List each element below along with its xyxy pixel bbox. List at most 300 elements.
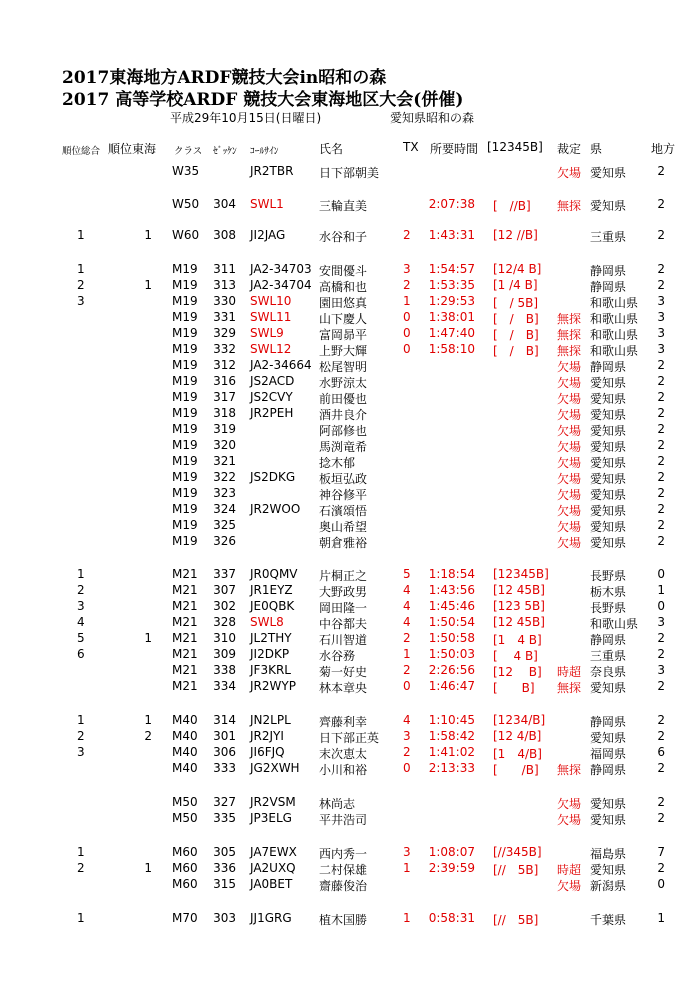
tx-cell: 4 xyxy=(403,615,411,629)
pref-cell: 新潟県 xyxy=(590,879,627,893)
name-cell: 奥山希望 xyxy=(319,520,368,534)
class-cell: M19 xyxy=(172,310,198,324)
callsign-cell: SWL11 xyxy=(250,310,292,324)
callsign-cell: JP3ELG xyxy=(250,811,292,825)
table-row xyxy=(0,861,700,877)
tx-cell: 0 xyxy=(403,761,411,775)
callsign-cell: JR1EYZ xyxy=(250,583,293,597)
region-cell: 2 xyxy=(657,438,665,452)
punch-cell: [ / B] xyxy=(493,344,539,358)
pref-cell: 静岡県 xyxy=(590,715,627,729)
rank-overall: 3 xyxy=(77,599,85,613)
name-cell: 水野涼太 xyxy=(319,376,368,390)
name-cell: 水谷務 xyxy=(319,649,356,663)
region-cell: 2 xyxy=(657,713,665,727)
time-cell: 1:46:47 xyxy=(428,679,475,693)
time-cell: 1:53:35 xyxy=(428,278,475,292)
region-cell: 2 xyxy=(657,534,665,548)
region-cell: 2 xyxy=(657,358,665,372)
region-cell: 2 xyxy=(657,729,665,743)
rank-tokai: 1 xyxy=(144,228,152,242)
time-cell: 2:07:38 xyxy=(428,197,475,211)
name-cell: 平井浩司 xyxy=(319,813,368,827)
name-cell: 富岡昴平 xyxy=(319,328,368,342)
class-cell: M50 xyxy=(172,811,198,825)
pref-cell: 福島県 xyxy=(590,847,627,861)
punch-cell: [ / B] xyxy=(493,312,539,326)
name-cell: 日下部朝美 xyxy=(319,166,380,180)
class-cell: M19 xyxy=(172,294,198,308)
name-cell: 齋藤俊治 xyxy=(319,879,368,893)
callsign-cell: JE0QBK xyxy=(250,599,295,613)
bib-cell: 334 xyxy=(213,679,236,693)
rank-overall: 2 xyxy=(77,729,85,743)
tx-cell: 4 xyxy=(403,583,411,597)
callsign-cell: JS2ACD xyxy=(250,374,295,388)
bib-cell: 303 xyxy=(213,911,236,925)
rank-overall: 3 xyxy=(77,294,85,308)
rank-overall: 6 xyxy=(77,647,85,661)
punch-cell: [ / B] xyxy=(493,328,539,342)
bib-cell: 311 xyxy=(213,262,236,276)
bib-cell: 307 xyxy=(213,583,236,597)
time-cell: 1:43:31 xyxy=(428,228,475,242)
table-row xyxy=(0,911,700,927)
title-line-1: 2017東海地方ARDF競技大会in昭和の森 xyxy=(62,68,387,88)
rank-tokai: 1 xyxy=(144,278,152,292)
header-name: 氏名 xyxy=(319,142,344,156)
class-cell: M19 xyxy=(172,438,198,452)
pref-cell: 静岡県 xyxy=(590,763,627,777)
rank-overall: 1 xyxy=(77,567,85,581)
class-cell: M19 xyxy=(172,342,198,356)
judge-cell: 無探 xyxy=(557,763,582,777)
bib-cell: 308 xyxy=(213,228,236,242)
name-cell: 園田悠真 xyxy=(319,296,368,310)
class-cell: M19 xyxy=(172,390,198,404)
table-row xyxy=(0,713,700,729)
table-row xyxy=(0,583,700,599)
table-row xyxy=(0,615,700,631)
class-cell: M21 xyxy=(172,599,198,613)
region-cell: 2 xyxy=(657,278,665,292)
time-cell: 1:47:40 xyxy=(428,326,475,340)
name-cell: 石濱頌悟 xyxy=(319,504,368,518)
bib-cell: 317 xyxy=(213,390,236,404)
name-cell: 三輪直美 xyxy=(319,199,368,213)
region-cell: 0 xyxy=(657,599,665,613)
class-cell: M21 xyxy=(172,615,198,629)
callsign-cell: JR2VSM xyxy=(250,795,296,809)
judge-cell: 欠場 xyxy=(557,813,582,827)
name-cell: 阿部修也 xyxy=(319,424,368,438)
table-row xyxy=(0,406,700,422)
bib-cell: 326 xyxy=(213,534,236,548)
tx-cell: 2 xyxy=(403,631,411,645)
class-cell: M60 xyxy=(172,877,198,891)
class-cell: M19 xyxy=(172,422,198,436)
pref-cell: 和歌山県 xyxy=(590,296,639,310)
time-cell: 1:18:54 xyxy=(428,567,475,581)
judge-cell: 欠場 xyxy=(557,472,582,486)
region-cell: 0 xyxy=(657,877,665,891)
bib-cell: 301 xyxy=(213,729,236,743)
judge-cell: 欠場 xyxy=(557,166,582,180)
callsign-cell: JL2THY xyxy=(250,631,292,645)
class-cell: M70 xyxy=(172,911,198,925)
class-cell: M21 xyxy=(172,567,198,581)
region-cell: 2 xyxy=(657,647,665,661)
bib-cell: 314 xyxy=(213,713,236,727)
callsign-cell: JR2WYP xyxy=(250,679,296,693)
rank-tokai: 1 xyxy=(144,861,152,875)
name-cell: 小川和裕 xyxy=(319,763,368,777)
judge-cell: 無探 xyxy=(557,344,582,358)
table-row xyxy=(0,278,700,294)
tx-cell: 2 xyxy=(403,228,411,242)
pref-cell: 静岡県 xyxy=(590,360,627,374)
table-row xyxy=(0,567,700,583)
tx-cell: 0 xyxy=(403,310,411,324)
callsign-cell: JN2LPL xyxy=(250,713,291,727)
callsign-cell: SWL8 xyxy=(250,615,284,629)
bib-cell: 305 xyxy=(213,845,236,859)
pref-cell: 愛知県 xyxy=(590,681,627,695)
time-cell: 1:38:01 xyxy=(428,310,475,324)
punch-cell: [//345B] xyxy=(493,845,542,859)
region-cell: 2 xyxy=(657,861,665,875)
name-cell: 大野政男 xyxy=(319,585,368,599)
region-cell: 2 xyxy=(657,406,665,420)
title-line-2: 2017 高等学校ARDF 競技大会東海地区大会(併催) xyxy=(62,90,464,110)
punch-cell: [ / 5B] xyxy=(493,296,539,310)
time-cell: 2:26:56 xyxy=(428,663,475,677)
region-cell: 2 xyxy=(657,795,665,809)
callsign-cell: JA0BET xyxy=(250,877,293,891)
tx-cell: 5 xyxy=(403,567,411,581)
name-cell: 高橋和也 xyxy=(319,280,368,294)
time-cell: 1:45:46 xyxy=(428,599,475,613)
rank-overall: 1 xyxy=(77,845,85,859)
region-cell: 2 xyxy=(657,486,665,500)
name-cell: 中谷都夫 xyxy=(319,617,368,631)
time-cell: 1:50:03 xyxy=(428,647,475,661)
rank-tokai: 1 xyxy=(144,713,152,727)
judge-cell: 欠場 xyxy=(557,797,582,811)
region-cell: 2 xyxy=(657,518,665,532)
class-cell: M19 xyxy=(172,374,198,388)
name-cell: 末次恵太 xyxy=(319,747,368,761)
punch-cell: [12 4/B] xyxy=(493,729,542,743)
time-cell: 1:50:54 xyxy=(428,615,475,629)
header-pref: 県 xyxy=(590,142,603,156)
event-date: 平成29年10月15日(日曜日) xyxy=(170,111,322,125)
time-cell: 1:43:56 xyxy=(428,583,475,597)
pref-cell: 愛知県 xyxy=(590,440,627,454)
header-class: クラス xyxy=(174,146,203,157)
punch-cell: [1 4 B] xyxy=(493,633,542,647)
header-rank-tokai: 順位東海 xyxy=(108,142,157,156)
class-cell: M19 xyxy=(172,454,198,468)
table-row xyxy=(0,197,700,213)
callsign-cell: JR2TBR xyxy=(250,164,294,178)
table-header xyxy=(0,140,700,156)
callsign-cell: JG2XWH xyxy=(250,761,300,775)
pref-cell: 和歌山県 xyxy=(590,617,639,631)
table-row xyxy=(0,228,700,244)
rank-tokai: 1 xyxy=(144,631,152,645)
pref-cell: 静岡県 xyxy=(590,280,627,294)
region-cell: 2 xyxy=(657,374,665,388)
name-cell: 捻木郁 xyxy=(319,456,356,470)
class-cell: M21 xyxy=(172,583,198,597)
class-cell: M21 xyxy=(172,647,198,661)
callsign-cell: JI2JAG xyxy=(250,228,286,242)
judge-cell: 欠場 xyxy=(557,376,582,390)
punch-cell: [ B] xyxy=(493,681,535,695)
punch-cell: [// 5B] xyxy=(493,913,539,927)
tx-cell: 4 xyxy=(403,599,411,613)
pref-cell: 奈良県 xyxy=(590,665,627,679)
class-cell: M60 xyxy=(172,845,198,859)
pref-cell: 静岡県 xyxy=(590,264,627,278)
class-cell: M19 xyxy=(172,470,198,484)
pref-cell: 愛知県 xyxy=(590,863,627,877)
region-cell: 3 xyxy=(657,663,665,677)
bib-cell: 304 xyxy=(213,197,236,211)
punch-cell: [ /B] xyxy=(493,763,539,777)
callsign-cell: JR2WOO xyxy=(250,502,301,516)
pref-cell: 愛知県 xyxy=(590,166,627,180)
class-cell: M19 xyxy=(172,518,198,532)
time-cell: 1:58:42 xyxy=(428,729,475,743)
table-row xyxy=(0,811,700,827)
header-region: 地方 xyxy=(651,142,676,156)
time-cell: 2:39:59 xyxy=(428,861,475,875)
punch-cell: [12 45B] xyxy=(493,583,545,597)
region-cell: 6 xyxy=(657,745,665,759)
class-cell: M40 xyxy=(172,761,198,775)
callsign-cell: JJ1GRG xyxy=(250,911,292,925)
tx-cell: 3 xyxy=(403,262,411,276)
callsign-cell: JI2DKP xyxy=(250,647,290,661)
tx-cell: 4 xyxy=(403,713,411,727)
callsign-cell: SWL1 xyxy=(250,197,284,211)
class-cell: M19 xyxy=(172,262,198,276)
bib-cell: 312 xyxy=(213,358,236,372)
punch-cell: [12 B] xyxy=(493,665,542,679)
table-row xyxy=(0,164,700,180)
region-cell: 2 xyxy=(657,502,665,516)
time-cell: 1:41:02 xyxy=(428,745,475,759)
region-cell: 3 xyxy=(657,294,665,308)
rank-overall: 1 xyxy=(77,911,85,925)
table-row xyxy=(0,845,700,861)
name-cell: 上野大輝 xyxy=(319,344,368,358)
bib-cell: 333 xyxy=(213,761,236,775)
pref-cell: 三重県 xyxy=(590,230,627,244)
table-row xyxy=(0,486,700,502)
rank-overall: 1 xyxy=(77,262,85,276)
punch-cell: [123 5B] xyxy=(493,599,545,613)
judge-cell: 欠場 xyxy=(557,456,582,470)
table-row xyxy=(0,390,700,406)
header-time: 所要時間 xyxy=(430,142,479,156)
judge-cell: 時超 xyxy=(557,863,582,877)
judge-cell: 欠場 xyxy=(557,360,582,374)
class-cell: M19 xyxy=(172,534,198,548)
pref-cell: 愛知県 xyxy=(590,376,627,390)
punch-cell: [1234/B] xyxy=(493,713,546,727)
table-row xyxy=(0,745,700,761)
bib-cell: 313 xyxy=(213,278,236,292)
name-cell: 菊一好史 xyxy=(319,665,368,679)
table-row xyxy=(0,438,700,454)
tx-cell: 2 xyxy=(403,278,411,292)
rank-overall: 4 xyxy=(77,615,85,629)
tx-cell: 0 xyxy=(403,326,411,340)
callsign-cell: JA2UXQ xyxy=(250,861,296,875)
bib-cell: 338 xyxy=(213,663,236,677)
table-row xyxy=(0,679,700,695)
callsign-cell: JA7EWX xyxy=(250,845,297,859)
punch-cell: [12 //B] xyxy=(493,228,538,242)
pref-cell: 愛知県 xyxy=(590,488,627,502)
region-cell: 2 xyxy=(657,631,665,645)
rank-overall: 1 xyxy=(77,713,85,727)
callsign-cell: JA2-34704 xyxy=(250,278,312,292)
callsign-cell: JR0QMV xyxy=(250,567,298,581)
name-cell: 安間優斗 xyxy=(319,264,368,278)
class-cell: M21 xyxy=(172,663,198,677)
class-cell: M19 xyxy=(172,358,198,372)
judge-cell: 時超 xyxy=(557,665,582,679)
pref-cell: 長野県 xyxy=(590,601,627,615)
bib-cell: 327 xyxy=(213,795,236,809)
table-row xyxy=(0,502,700,518)
class-cell: M40 xyxy=(172,745,198,759)
rank-tokai: 2 xyxy=(144,729,152,743)
pref-cell: 愛知県 xyxy=(590,504,627,518)
pref-cell: 愛知県 xyxy=(590,520,627,534)
tx-cell: 1 xyxy=(403,294,411,308)
class-cell: M19 xyxy=(172,406,198,420)
bib-cell: 332 xyxy=(213,342,236,356)
callsign-cell: SWL9 xyxy=(250,326,284,340)
class-cell: M21 xyxy=(172,631,198,645)
region-cell: 2 xyxy=(657,197,665,211)
region-cell: 3 xyxy=(657,615,665,629)
name-cell: 水谷和子 xyxy=(319,230,368,244)
bib-cell: 321 xyxy=(213,454,236,468)
name-cell: 日下部正英 xyxy=(319,731,380,745)
judge-cell: 欠場 xyxy=(557,488,582,502)
rank-overall: 2 xyxy=(77,583,85,597)
class-cell: W60 xyxy=(172,228,200,242)
callsign-cell: JS2DKG xyxy=(250,470,296,484)
bib-cell: 319 xyxy=(213,422,236,436)
bib-cell: 325 xyxy=(213,518,236,532)
region-cell: 1 xyxy=(657,583,665,597)
name-cell: 岡田隆一 xyxy=(319,601,368,615)
judge-cell: 欠場 xyxy=(557,424,582,438)
bib-cell: 316 xyxy=(213,374,236,388)
punch-cell: [ 4 B] xyxy=(493,649,538,663)
punch-cell: [12 45B] xyxy=(493,615,545,629)
region-cell: 7 xyxy=(657,845,665,859)
judge-cell: 無探 xyxy=(557,199,582,213)
pref-cell: 三重県 xyxy=(590,649,627,663)
name-cell: 神谷修平 xyxy=(319,488,368,502)
name-cell: 林本章央 xyxy=(319,681,368,695)
region-cell: 3 xyxy=(657,342,665,356)
bib-cell: 310 xyxy=(213,631,236,645)
punch-cell: [12/4 B] xyxy=(493,262,542,276)
name-cell: 板垣弘政 xyxy=(319,472,368,486)
pref-cell: 愛知県 xyxy=(590,408,627,422)
region-cell: 2 xyxy=(657,679,665,693)
judge-cell: 無探 xyxy=(557,328,582,342)
punch-cell: [1 4/B] xyxy=(493,747,542,761)
time-cell: 1:50:58 xyxy=(428,631,475,645)
bib-cell: 309 xyxy=(213,647,236,661)
pref-cell: 長野県 xyxy=(590,569,627,583)
region-cell: 2 xyxy=(657,454,665,468)
header-callsign: ｺｰﾙｻｲﾝ xyxy=(250,146,279,157)
region-cell: 2 xyxy=(657,228,665,242)
class-cell: M19 xyxy=(172,326,198,340)
bib-cell: 335 xyxy=(213,811,236,825)
pref-cell: 和歌山県 xyxy=(590,312,639,326)
callsign-cell: JS2CVY xyxy=(250,390,293,404)
class-cell: W50 xyxy=(172,197,200,211)
time-cell: 1:29:53 xyxy=(428,294,475,308)
header-judge: 裁定 xyxy=(557,142,582,156)
time-cell: 1:10:45 xyxy=(428,713,475,727)
time-cell: 2:13:33 xyxy=(428,761,475,775)
class-cell: M60 xyxy=(172,861,198,875)
table-row xyxy=(0,631,700,647)
rank-overall: 1 xyxy=(77,228,85,242)
pref-cell: 愛知県 xyxy=(590,392,627,406)
tx-cell: 0 xyxy=(403,679,411,693)
judge-cell: 欠場 xyxy=(557,536,582,550)
tx-cell: 3 xyxy=(403,729,411,743)
table-row xyxy=(0,454,700,470)
pref-cell: 愛知県 xyxy=(590,424,627,438)
table-row xyxy=(0,262,700,278)
bib-cell: 320 xyxy=(213,438,236,452)
bib-cell: 328 xyxy=(213,615,236,629)
table-row xyxy=(0,761,700,777)
judge-cell: 欠場 xyxy=(557,392,582,406)
pref-cell: 愛知県 xyxy=(590,536,627,550)
judge-cell: 欠場 xyxy=(557,520,582,534)
table-row xyxy=(0,470,700,486)
name-cell: 酒井良介 xyxy=(319,408,368,422)
tx-cell: 0 xyxy=(403,342,411,356)
pref-cell: 愛知県 xyxy=(590,472,627,486)
punch-cell: [1 /4 B] xyxy=(493,278,538,292)
callsign-cell: SWL12 xyxy=(250,342,292,356)
pref-cell: 愛知県 xyxy=(590,797,627,811)
pref-cell: 栃木県 xyxy=(590,585,627,599)
time-cell: 1:54:57 xyxy=(428,262,475,276)
region-cell: 2 xyxy=(657,262,665,276)
time-cell: 0:58:31 xyxy=(428,911,475,925)
pref-cell: 和歌山県 xyxy=(590,328,639,342)
bib-cell: 315 xyxy=(213,877,236,891)
